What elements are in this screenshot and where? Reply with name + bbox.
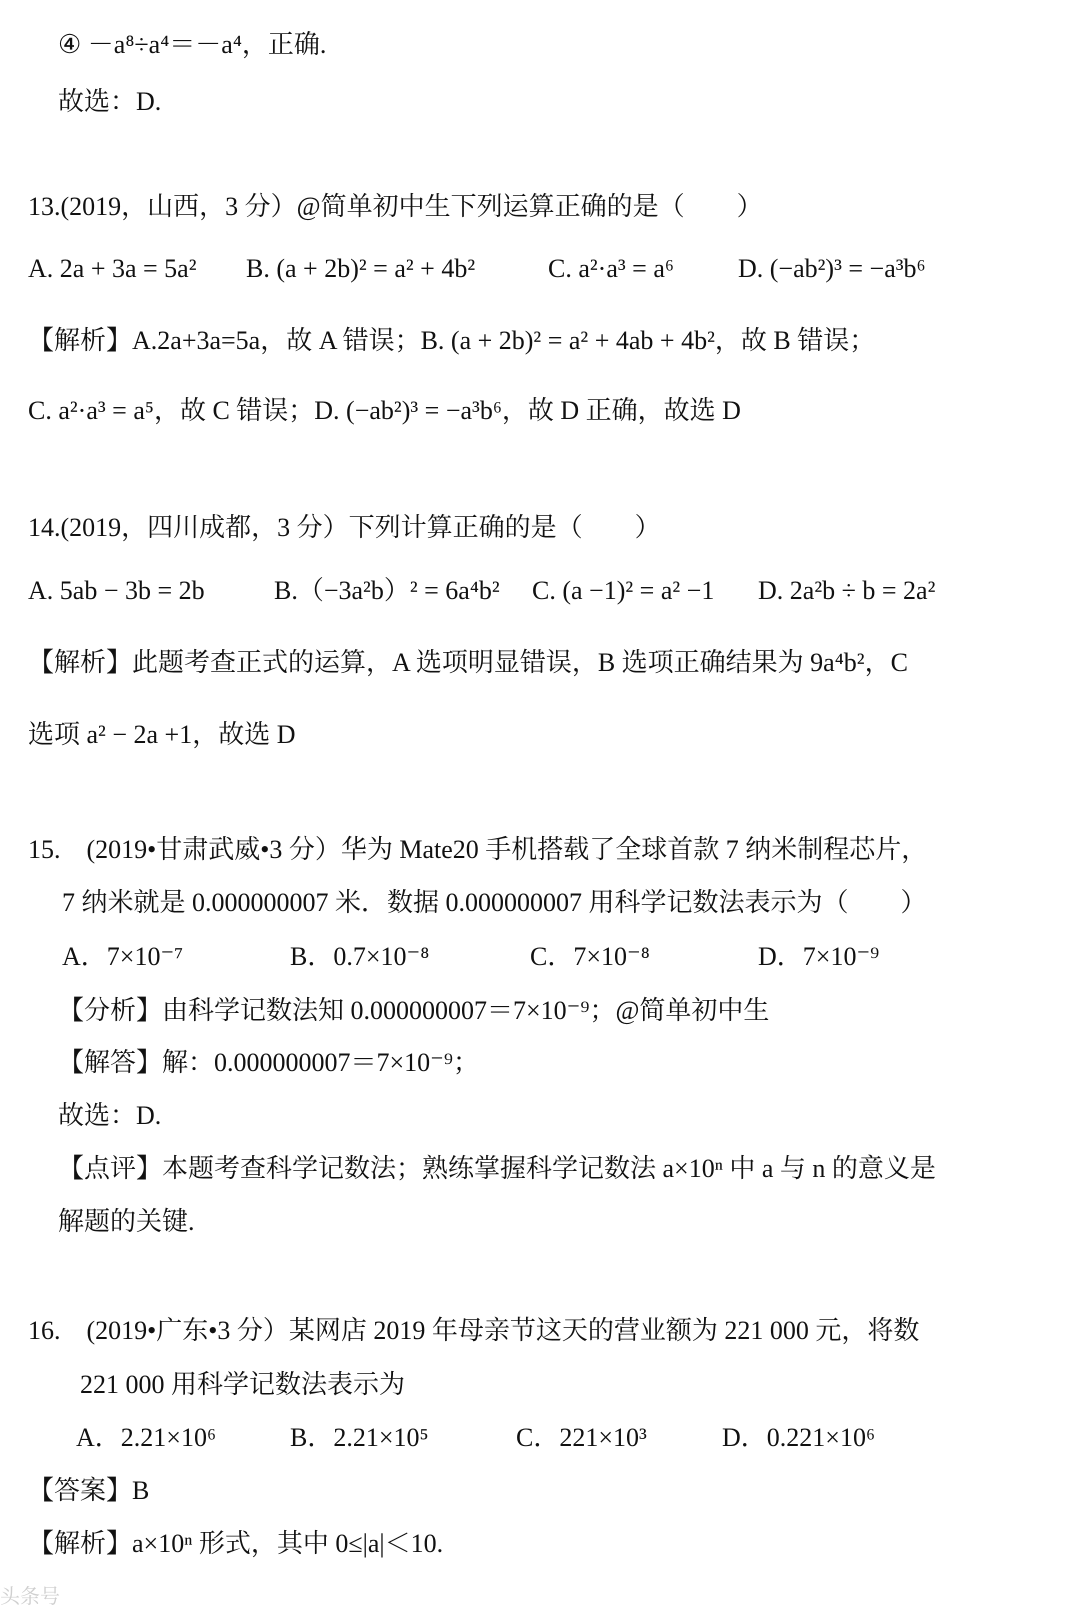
q15-stem-line2: 7 纳米就是 0.000000007 米．数据 0.000000007 用科学记数法表示为（ ） — [62, 888, 927, 917]
q13-option-a: A. 2a + 3a = 5a² — [28, 254, 197, 283]
q16-option-a: A．2.21×10⁶ — [76, 1423, 217, 1452]
q13-option-d: D. (−ab²)³ = −a³b⁶ — [738, 254, 926, 283]
q15-option-b: B．0.7×10⁻⁸ — [290, 942, 430, 971]
q15-analysis: 【分析】由科学记数法知 0.000000007＝7×10⁻⁹；@简单初中生 — [58, 996, 770, 1025]
q15-comment-line1: 【点评】本题考查科学记数法；熟练掌握科学记数法 a×10ⁿ 中 a 与 n 的意义是 — [58, 1154, 936, 1183]
q14-analysis-line1: 【解析】此题考查正式的运算，A 选项明显错误，B 选项正确结果为 9a⁴b²，C — [28, 648, 908, 677]
q16-stem-line2: 221 000 用科学记数法表示为 — [80, 1370, 406, 1399]
q15-stem-line1: 15. (2019•甘肃武威•3 分）华为 Mate20 手机搭载了全球首款 7 纳米制程芯片， — [28, 835, 928, 864]
q16-answer: 【答案】B — [28, 1476, 150, 1505]
q15-answer: 【解答】解：0.000000007＝7×10⁻⁹； — [58, 1048, 479, 1077]
q14-option-c: C. (a −1)² = a² −1 — [532, 576, 715, 605]
q12-choose: 故选：D. — [58, 87, 162, 116]
q13-option-b: B. (a + 2b)² = a² + 4b² — [246, 254, 476, 283]
q14-stem: 14.(2019，四川成都，3 分）下列计算正确的是（ ） — [28, 513, 661, 542]
q14-option-b: B.（−3a²b）² = 6a⁴b² — [274, 576, 500, 605]
q16-option-c: C．221×10³ — [516, 1423, 647, 1452]
q14-analysis-line2: 选项 a² − 2a +1，故选 D — [28, 720, 296, 749]
q15-option-d: D．7×10⁻⁹ — [758, 942, 880, 971]
watermark: 头条号 — [0, 1584, 60, 1608]
q14-option-a: A. 5ab − 3b = 2b — [28, 576, 205, 605]
q16-analysis: 【解析】a×10ⁿ 形式，其中 0≤|a|＜10. — [28, 1529, 444, 1558]
q13-analysis-line1: 【解析】A.2a+3a=5a，故 A 错误；B. (a + 2b)² = a² + 4ab + 4b²，故 B 错误； — [28, 326, 876, 355]
q15-option-a: A．7×10⁻⁷ — [62, 942, 184, 971]
q15-choose: 故选：D. — [58, 1101, 162, 1130]
q13-stem: 13.(2019，山西，3 分）@简单初中生下列运算正确的是（ ） — [28, 192, 763, 221]
q15-option-c: C．7×10⁻⁸ — [530, 942, 650, 971]
q14-option-d: D. 2a²b ÷ b = 2a² — [758, 576, 936, 605]
q16-stem-line1: 16. (2019•广东•3 分）某网店 2019 年母亲节这天的营业额为 221 000 元，将数 — [28, 1316, 920, 1345]
q12-item4: ④ －a⁸÷a⁴＝－a⁴，正确. — [58, 30, 327, 59]
q13-analysis-line2: C. a²·a³ = a⁵，故 C 错误；D. (−ab²)³ = −a³b⁶，故 D 正确，故选 D — [28, 396, 741, 425]
q16-option-b: B．2.21×10⁵ — [290, 1423, 429, 1452]
q15-comment-line2: 解题的关键. — [58, 1207, 195, 1236]
q13-option-c: C. a²·a³ = a⁶ — [548, 254, 674, 283]
q16-option-d: D．0.221×10⁶ — [722, 1423, 876, 1452]
